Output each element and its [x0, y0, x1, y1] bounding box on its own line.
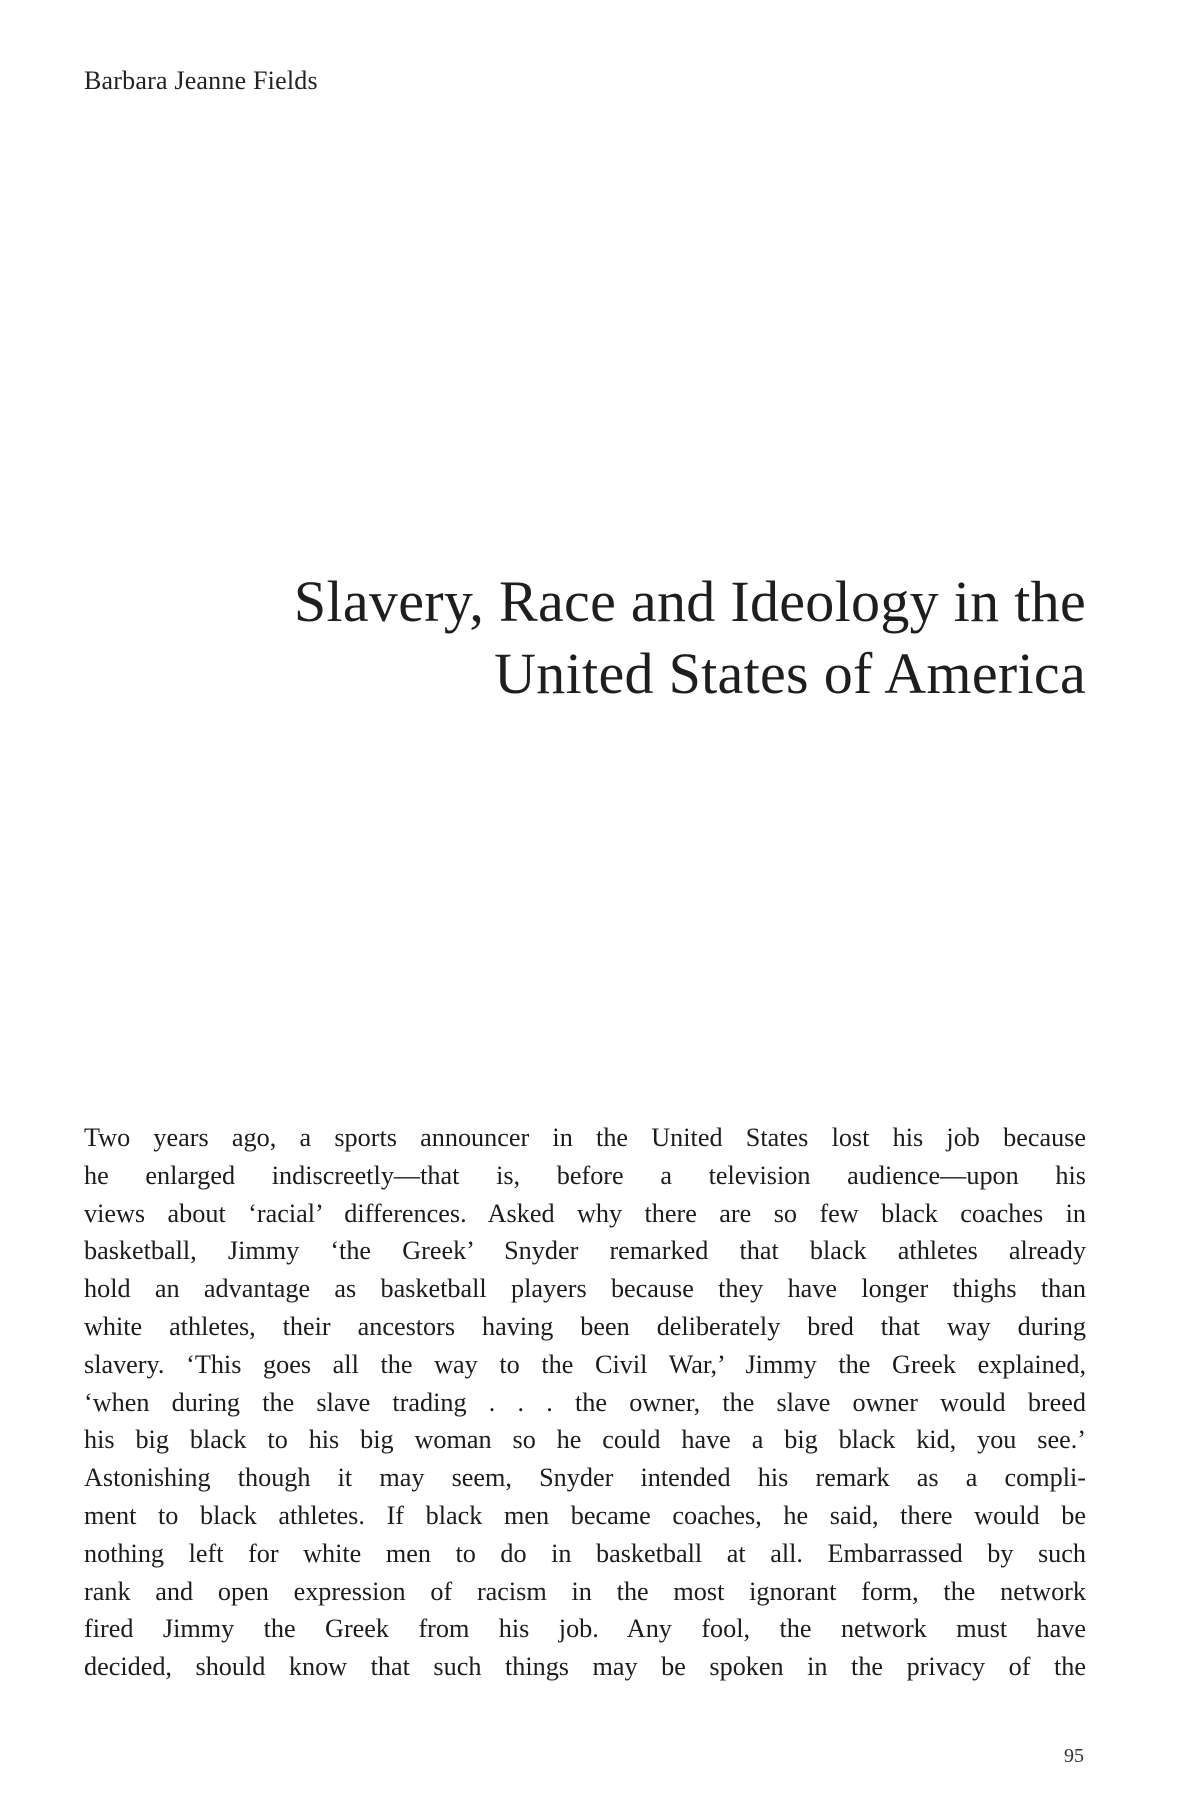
- body-line: Astonishing though it may seem, Snyder intended his remark as a compli-: [84, 1463, 1086, 1493]
- body-line: rank and open expression of racism in the most ignorant form, the network: [84, 1576, 1086, 1606]
- body-paragraph: [84, 1119, 1086, 1686]
- body-line: slavery. ‘This goes all the way to the Civil War,’ Jimmy the Greek explained,: [84, 1349, 1086, 1379]
- body-line: nothing left for white men to do in basketball at all. Embarrassed by such: [84, 1538, 1086, 1568]
- body-line: hold an advantage as basketball players because they have longer thighs than: [84, 1274, 1086, 1304]
- article-title: [186, 566, 1086, 710]
- running-head-author: Barbara Jeanne Fields: [84, 66, 318, 95]
- article-title-line-2: United States of America: [494, 641, 1086, 706]
- body-line: ment to black athletes. If black men became coaches, he said, there would be: [84, 1500, 1086, 1530]
- body-line: white athletes, their ancestors having been deliberately bred that way during: [84, 1311, 1086, 1341]
- body-line: basketball, Jimmy ‘the Greek’ Snyder remarked that black athletes already: [84, 1236, 1086, 1266]
- article-title-line-1: Slavery, Race and Ideology in the: [293, 569, 1086, 634]
- body-line: fired Jimmy the Greek from his job. Any fool, the network must have: [84, 1614, 1086, 1644]
- body-line: decided, should know that such things may be spoken in the privacy of the: [84, 1652, 1086, 1682]
- body-line: views about ‘racial’ differences. Asked why there are so few black coaches in: [84, 1198, 1086, 1228]
- body-line: he enlarged indiscreetly—that is, before a television audience—upon his: [84, 1160, 1086, 1190]
- body-line: ‘when during the slave trading . . . the owner, the slave owner would breed: [84, 1387, 1086, 1417]
- body-line: Two years ago, a sports announcer in the United States lost his job because: [84, 1123, 1086, 1152]
- body-line: his big black to his big woman so he could have a big black kid, you see.’: [84, 1425, 1086, 1455]
- page-number: 95: [1064, 1745, 1084, 1767]
